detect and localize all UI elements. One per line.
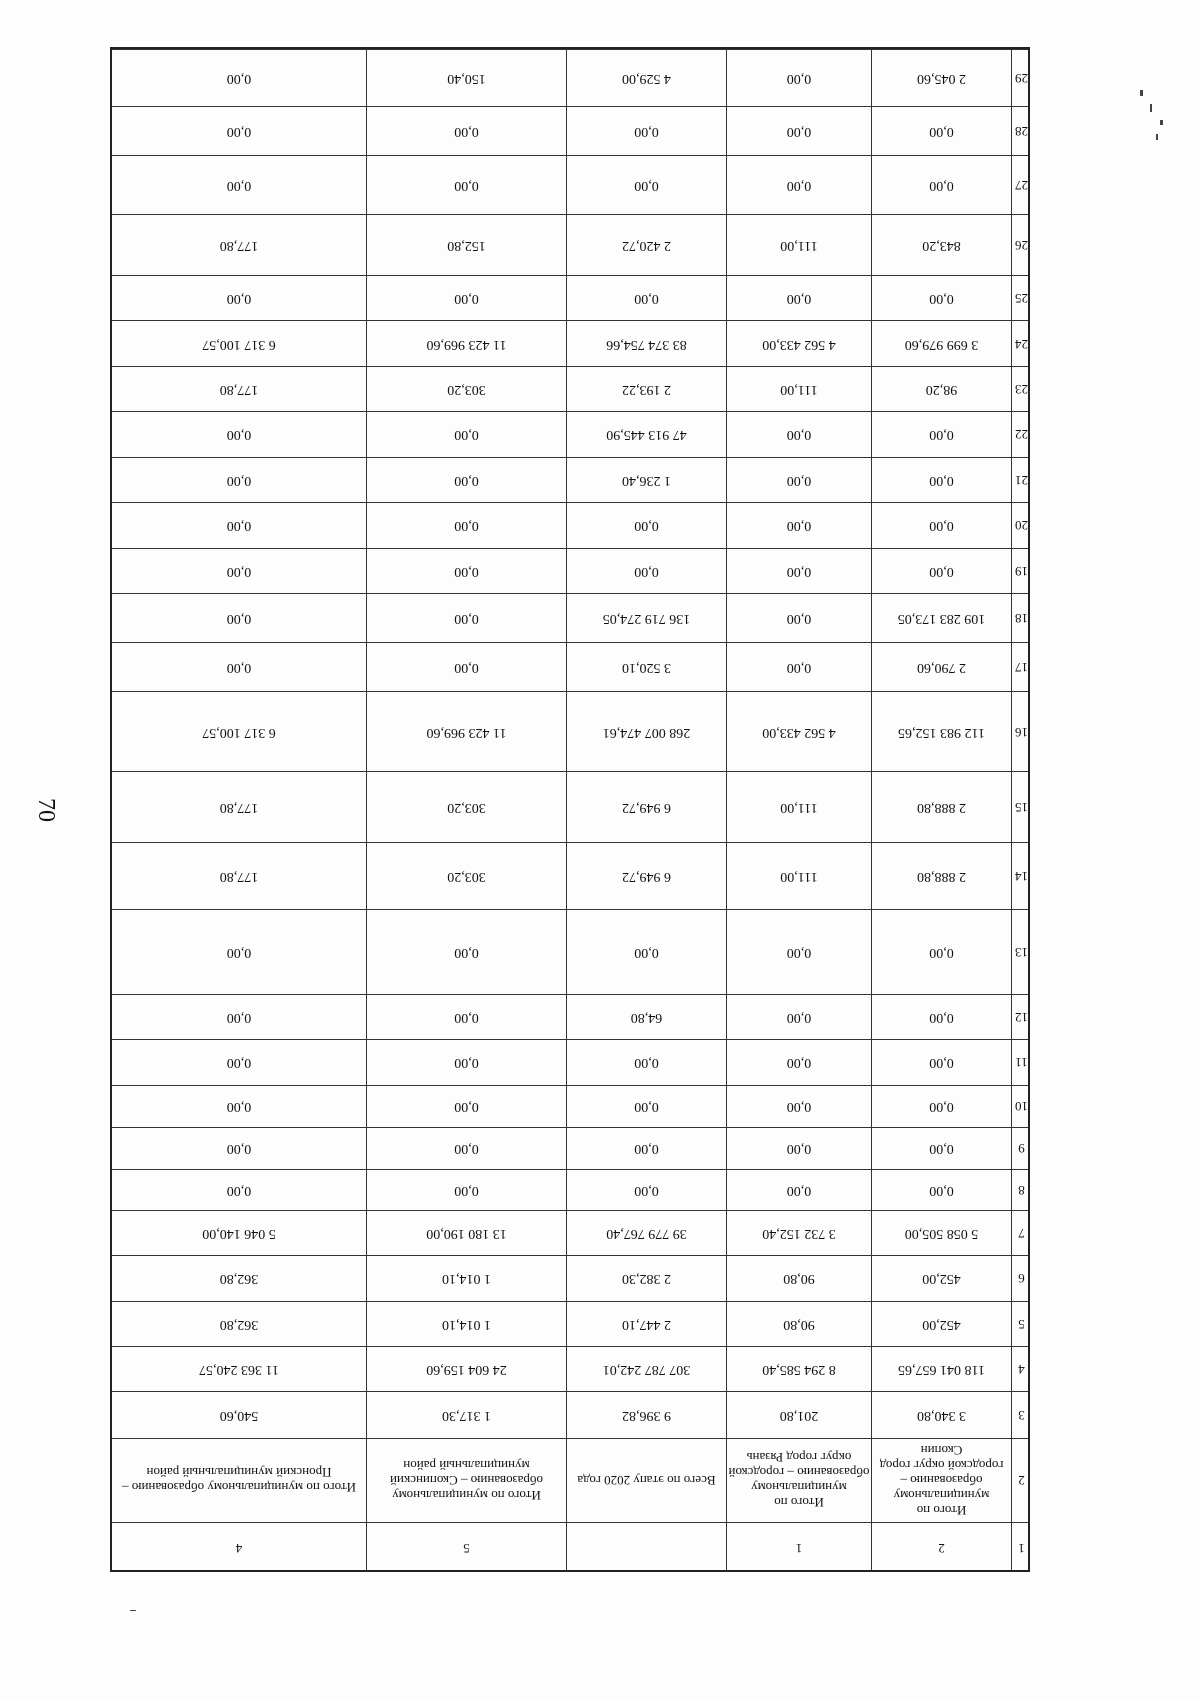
table-row bbox=[112, 1301, 1031, 1346]
column-number: 24 bbox=[1012, 321, 1031, 366]
table-cell: 0,00 bbox=[872, 548, 1012, 593]
table-cell: 6 317 100,57 bbox=[112, 692, 367, 772]
table-cell: 5 058 505,00 bbox=[872, 1210, 1012, 1255]
column-number: 26 bbox=[1012, 215, 1031, 276]
column-number: 28 bbox=[1012, 106, 1031, 156]
table-cell: 111,00 bbox=[727, 843, 872, 909]
table-cell: 362,80 bbox=[112, 1256, 367, 1301]
table-cell: 0,00 bbox=[872, 412, 1012, 457]
table-row bbox=[112, 156, 1031, 215]
table-cell: 0,00 bbox=[727, 1040, 872, 1085]
table-cell: 3 520,10 bbox=[567, 642, 727, 692]
row-label-cell: Итого по муниципальному образованию – Скопинский муниципальный район bbox=[367, 1438, 567, 1522]
table-cell: 0,00 bbox=[567, 1040, 727, 1085]
table-cell: 0,00 bbox=[872, 1040, 1012, 1085]
table-row bbox=[112, 994, 1031, 1039]
table-cell: 0,00 bbox=[872, 106, 1012, 156]
table-cell: 5 bbox=[367, 1523, 567, 1572]
scan-speck bbox=[130, 1610, 136, 1611]
table-row bbox=[112, 50, 1031, 107]
table-row bbox=[112, 1523, 1031, 1572]
column-number: 7 bbox=[1012, 1210, 1031, 1255]
table-cell: 452,00 bbox=[872, 1256, 1012, 1301]
table-row bbox=[112, 1040, 1031, 1085]
table-row bbox=[112, 642, 1031, 692]
table-cell: 1 317,30 bbox=[367, 1392, 567, 1439]
table-cell: 0,00 bbox=[367, 412, 567, 457]
table-cell: 201,80 bbox=[727, 1392, 872, 1439]
table-cell: 0,00 bbox=[872, 1169, 1012, 1210]
table-cell: 3 699 979,60 bbox=[872, 321, 1012, 366]
table-cell: 111,00 bbox=[727, 772, 872, 843]
scan-speck bbox=[1140, 90, 1143, 96]
table-cell: 0,00 bbox=[367, 106, 567, 156]
table-cell: 0,00 bbox=[112, 457, 367, 502]
table-cell: 0,00 bbox=[872, 909, 1012, 994]
table-cell bbox=[567, 1523, 727, 1572]
table-cell: 0,00 bbox=[727, 457, 872, 502]
table-cell: 0,00 bbox=[727, 156, 872, 215]
column-number: 18 bbox=[1012, 593, 1031, 642]
table-row bbox=[112, 1256, 1031, 1301]
column-number: 6 bbox=[1012, 1256, 1031, 1301]
column-number: 23 bbox=[1012, 366, 1031, 411]
table-cell: 177,80 bbox=[112, 366, 367, 411]
table-cell: 2 888,80 bbox=[872, 772, 1012, 843]
table-cell: 9 396,82 bbox=[567, 1392, 727, 1439]
column-number: 13 bbox=[1012, 909, 1031, 994]
page-number: 70 bbox=[33, 798, 59, 822]
table-cell: 0,00 bbox=[112, 1169, 367, 1210]
table-cell: 0,00 bbox=[367, 503, 567, 548]
table-cell: 0,00 bbox=[112, 50, 367, 107]
column-number: 21 bbox=[1012, 457, 1031, 502]
table-cell: 0,00 bbox=[727, 1085, 872, 1127]
column-number: 10 bbox=[1012, 1085, 1031, 1127]
table-cell: 0,00 bbox=[567, 503, 727, 548]
table-cell: 64,80 bbox=[567, 994, 727, 1039]
column-number: 25 bbox=[1012, 276, 1031, 321]
table-cell: 0,00 bbox=[727, 909, 872, 994]
table-cell: 4 bbox=[112, 1523, 367, 1572]
table-cell: 2 790,60 bbox=[872, 642, 1012, 692]
table-cell: 307 787 242,01 bbox=[567, 1346, 727, 1391]
scan-speck bbox=[1160, 120, 1163, 125]
table-cell: 2 420,72 bbox=[567, 215, 727, 276]
table-cell: 111,00 bbox=[727, 366, 872, 411]
table-cell: 0,00 bbox=[567, 548, 727, 593]
column-number: 5 bbox=[1012, 1301, 1031, 1346]
column-number: 27 bbox=[1012, 156, 1031, 215]
table-cell: 0,00 bbox=[567, 1169, 727, 1210]
table-row bbox=[112, 412, 1031, 457]
table-cell: 0,00 bbox=[112, 1085, 367, 1127]
column-number: 17 bbox=[1012, 642, 1031, 692]
table-cell: 0,00 bbox=[872, 1085, 1012, 1127]
table-cell: 3 340,80 bbox=[872, 1392, 1012, 1439]
table-row bbox=[112, 692, 1031, 772]
table-cell: 0,00 bbox=[112, 994, 367, 1039]
column-number: 20 bbox=[1012, 503, 1031, 548]
table-row bbox=[112, 215, 1031, 276]
table-cell: 0,00 bbox=[567, 156, 727, 215]
column-number: 15 bbox=[1012, 772, 1031, 843]
column-number: 19 bbox=[1012, 548, 1031, 593]
table-cell: 0,00 bbox=[727, 412, 872, 457]
table-cell: 24 604 159,60 bbox=[367, 1346, 567, 1391]
table-cell: 0,00 bbox=[367, 457, 567, 502]
data-table bbox=[111, 49, 1030, 1572]
table-cell: 6 949,72 bbox=[567, 772, 727, 843]
row-label-cell: Итого по муниципальному образованию – Пронский муниципальный район bbox=[112, 1438, 367, 1522]
table-row bbox=[112, 276, 1031, 321]
table-cell: 5 046 140,00 bbox=[112, 1210, 367, 1255]
table-cell: 2 888,80 bbox=[872, 843, 1012, 909]
table-cell: 0,00 bbox=[872, 156, 1012, 215]
table-cell: 268 007 474,61 bbox=[567, 692, 727, 772]
table-cell: 0,00 bbox=[872, 994, 1012, 1039]
table-cell: 1 236,40 bbox=[567, 457, 727, 502]
table-cell: 0,00 bbox=[367, 276, 567, 321]
table-cell: 4 529,00 bbox=[567, 50, 727, 107]
column-number: 16 bbox=[1012, 692, 1031, 772]
table-cell: 0,00 bbox=[727, 642, 872, 692]
table-cell: 0,00 bbox=[367, 994, 567, 1039]
table-row bbox=[112, 1210, 1031, 1255]
column-number: 3 bbox=[1012, 1392, 1031, 1439]
column-number: 14 bbox=[1012, 843, 1031, 909]
table-cell: 0,00 bbox=[367, 548, 567, 593]
table-row bbox=[112, 843, 1031, 909]
column-number: 22 bbox=[1012, 412, 1031, 457]
column-number: 2 bbox=[1012, 1438, 1031, 1522]
column-number: 8 bbox=[1012, 1169, 1031, 1210]
table-cell: 4 562 433,00 bbox=[727, 321, 872, 366]
table-cell: 1 bbox=[727, 1523, 872, 1572]
table-cell: 0,00 bbox=[112, 548, 367, 593]
table-cell: 11 423 969,60 bbox=[367, 321, 567, 366]
table-cell: 0,00 bbox=[567, 1127, 727, 1169]
table-row bbox=[112, 1392, 1031, 1439]
table-cell: 2 193,22 bbox=[567, 366, 727, 411]
table-cell: 0,00 bbox=[112, 276, 367, 321]
column-number: 29 bbox=[1012, 50, 1031, 107]
column-number: 12 bbox=[1012, 994, 1031, 1039]
table-cell: 0,00 bbox=[112, 909, 367, 994]
table-row bbox=[112, 1085, 1031, 1127]
table-cell: 0,00 bbox=[367, 593, 567, 642]
table-cell: 303,20 bbox=[367, 843, 567, 909]
table-row bbox=[112, 106, 1031, 156]
table-row bbox=[112, 593, 1031, 642]
table-cell: 540,60 bbox=[112, 1392, 367, 1439]
table-cell: 0,00 bbox=[367, 156, 567, 215]
table-cell: 136 719 274,05 bbox=[567, 593, 727, 642]
table-cell: 112 983 152,65 bbox=[872, 692, 1012, 772]
rotated-table-wrapper bbox=[112, 49, 1030, 1572]
table-cell: 0,00 bbox=[367, 1127, 567, 1169]
column-number: 9 bbox=[1012, 1127, 1031, 1169]
table-cell: 0,00 bbox=[112, 642, 367, 692]
table-cell: 109 283 173,05 bbox=[872, 593, 1012, 642]
column-number: 11 bbox=[1012, 1040, 1031, 1085]
row-label-cell: Итого по муниципальному образованию – городской округ город Скопин bbox=[872, 1438, 1012, 1522]
table-cell: 152,80 bbox=[367, 215, 567, 276]
table-cell: 3 732 152,40 bbox=[727, 1210, 872, 1255]
table-row bbox=[112, 1127, 1031, 1169]
table-cell: 0,00 bbox=[727, 994, 872, 1039]
table-cell: 83 374 754,66 bbox=[567, 321, 727, 366]
table-cell: 6 949,72 bbox=[567, 843, 727, 909]
table-sheet bbox=[110, 47, 1030, 1572]
table-cell: 90,80 bbox=[727, 1301, 872, 1346]
table-cell: 0,00 bbox=[112, 503, 367, 548]
table-row bbox=[112, 457, 1031, 502]
table-cell: 118 041 657,65 bbox=[872, 1346, 1012, 1391]
table-row bbox=[112, 1346, 1031, 1391]
table-cell: 13 180 190,00 bbox=[367, 1210, 567, 1255]
table-cell: 0,00 bbox=[367, 909, 567, 994]
table-cell: 2 045,60 bbox=[872, 50, 1012, 107]
table-cell: 90,80 bbox=[727, 1256, 872, 1301]
table-row bbox=[112, 772, 1031, 843]
table-cell: 177,80 bbox=[112, 772, 367, 843]
table-cell: 0,00 bbox=[727, 593, 872, 642]
table-cell: 1 014,10 bbox=[367, 1301, 567, 1346]
scan-speck bbox=[1156, 134, 1158, 140]
table-cell: 0,00 bbox=[567, 276, 727, 321]
table-row bbox=[112, 909, 1031, 994]
table-cell: 0,00 bbox=[727, 1169, 872, 1210]
table-cell: 0,00 bbox=[727, 1127, 872, 1169]
table-row bbox=[112, 1438, 1031, 1522]
table-cell: 0,00 bbox=[112, 106, 367, 156]
table-cell: 0,00 bbox=[567, 1085, 727, 1127]
table-cell: 0,00 bbox=[367, 1169, 567, 1210]
table-cell: 2 bbox=[872, 1523, 1012, 1572]
table-cell: 0,00 bbox=[112, 1127, 367, 1169]
table-cell: 4 562 433,00 bbox=[727, 692, 872, 772]
column-number: 4 bbox=[1012, 1346, 1031, 1391]
table-cell: 8 294 585,40 bbox=[727, 1346, 872, 1391]
table-cell: 0,00 bbox=[112, 1040, 367, 1085]
scan-speck bbox=[1150, 104, 1152, 112]
table-row bbox=[112, 321, 1031, 366]
table-cell: 0,00 bbox=[727, 548, 872, 593]
table-cell: 0,00 bbox=[567, 909, 727, 994]
table-cell: 1 014,10 bbox=[367, 1256, 567, 1301]
table-cell: 843,20 bbox=[872, 215, 1012, 276]
table-cell: 177,80 bbox=[112, 215, 367, 276]
table-cell: 2 447,10 bbox=[567, 1301, 727, 1346]
table-cell: 0,00 bbox=[112, 156, 367, 215]
table-cell: 0,00 bbox=[872, 1127, 1012, 1169]
table-row bbox=[112, 548, 1031, 593]
table-row bbox=[112, 366, 1031, 411]
table-cell: 0,00 bbox=[727, 503, 872, 548]
table-cell: 177,80 bbox=[112, 843, 367, 909]
table-cell: 47 913 445,90 bbox=[567, 412, 727, 457]
column-number: 1 bbox=[1012, 1523, 1031, 1572]
table-cell: 0,00 bbox=[567, 106, 727, 156]
table-cell: 150,40 bbox=[367, 50, 567, 107]
row-label-cell: Всего по этапу 2020 года bbox=[567, 1438, 727, 1522]
table-cell: 11 423 969,60 bbox=[367, 692, 567, 772]
table-cell: 452,00 bbox=[872, 1301, 1012, 1346]
table-cell: 0,00 bbox=[367, 642, 567, 692]
table-cell: 39 779 767,40 bbox=[567, 1210, 727, 1255]
row-label-cell: Итого по муниципальному образованию – городской округ город Рязань bbox=[727, 1438, 872, 1522]
table-cell: 0,00 bbox=[112, 593, 367, 642]
table-cell: 2 382,30 bbox=[567, 1256, 727, 1301]
table-cell: 0,00 bbox=[727, 276, 872, 321]
table-cell: 0,00 bbox=[367, 1085, 567, 1127]
table-cell: 11 363 240,57 bbox=[112, 1346, 367, 1391]
table-cell: 303,20 bbox=[367, 772, 567, 843]
table-cell: 0,00 bbox=[727, 106, 872, 156]
table-cell: 6 317 100,57 bbox=[112, 321, 367, 366]
table-cell: 0,00 bbox=[872, 276, 1012, 321]
table-cell: 362,80 bbox=[112, 1301, 367, 1346]
table-row bbox=[112, 1169, 1031, 1210]
table-cell: 0,00 bbox=[727, 50, 872, 107]
table-row bbox=[112, 503, 1031, 548]
table-cell: 303,20 bbox=[367, 366, 567, 411]
table-cell: 111,00 bbox=[727, 215, 872, 276]
table-cell: 0,00 bbox=[112, 412, 367, 457]
table-cell: 0,00 bbox=[872, 457, 1012, 502]
table-cell: 0,00 bbox=[872, 503, 1012, 548]
table-cell: 98,20 bbox=[872, 366, 1012, 411]
table-cell: 0,00 bbox=[367, 1040, 567, 1085]
